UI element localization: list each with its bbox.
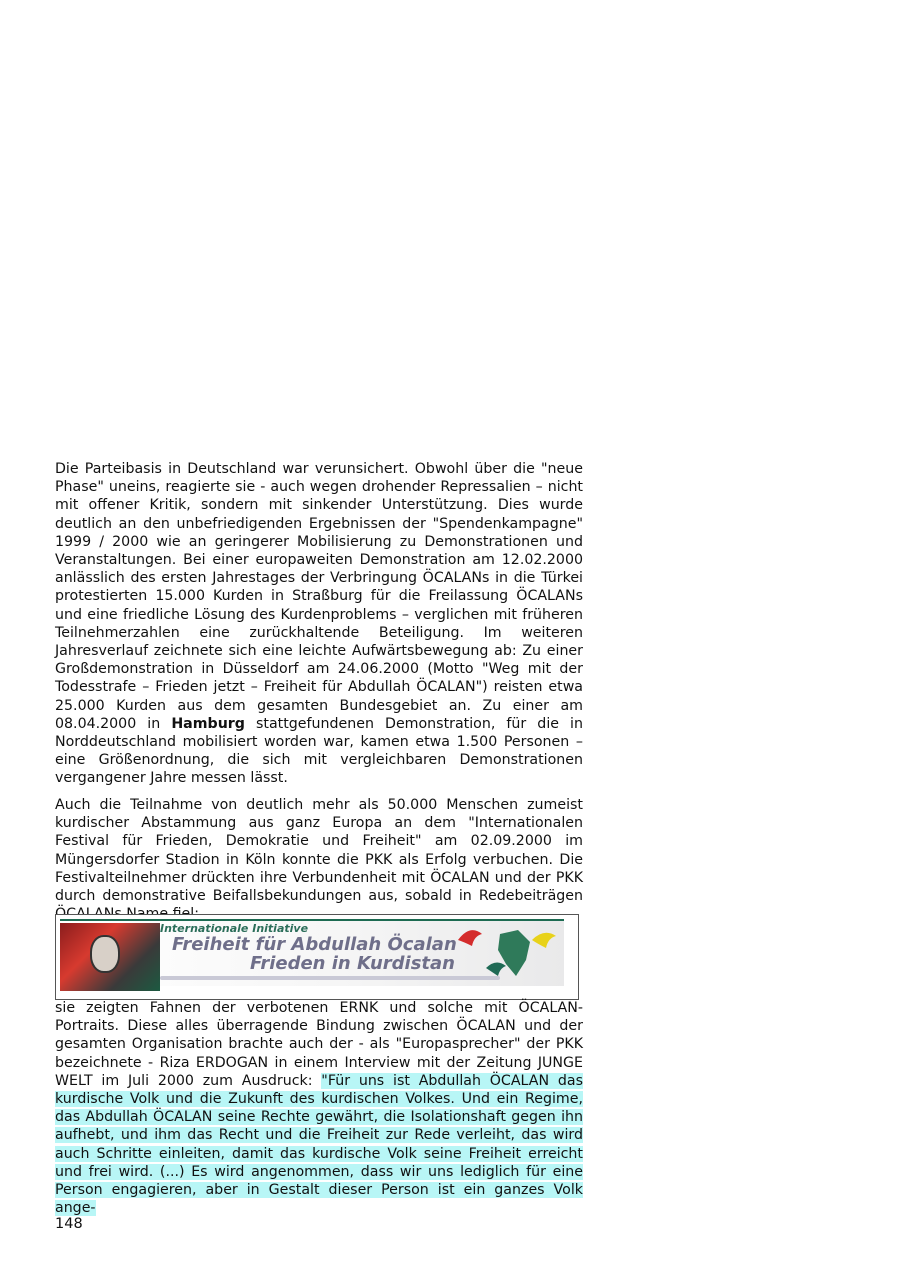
paragraph-2 bbox=[55, 796, 583, 923]
paragraph-1-text-a: Die Parteibasis in Deutschland war verunsichert. Obwohl über die "neue Phase" uneins, reagierte sie - auch wegen drohender Repressalien – nicht mit offener Kritik, sondern mit sinkender Unterstützung. Dies wurde deutlich an den unbefriedigenden Ergebnissen der "Spendenkampagne" 1999 / 2000 wie an geringerer Mobilisierung zu Demonstrationen und Veranstaltungen. Bei einer europaweiten Demonstration am 12.02.2000 anlässlich des ersten Jahrestages der Verbringung ÖCALANs in die Türkei protestierten 15.000 Kurden in Straßburg für die Freilassung ÖCALANs und eine friedliche Lösung des Kurdenproblems – verglichen mit früheren Teilnehmerzahlen eine zurückhaltende Beteiligung. Im weiteren Jahresverlauf zeichnete sich eine leichte Aufwärtsbewegung ab: Zu einer Großdemonstration in Düsseldorf am 24.06.2000 (Motto "Weg mit der Todesstrafe – Frieden jetzt – Freiheit für Abdullah ÖCALAN") reisten etwa 25.000 Kurden aus dem gesamten Bundesgebiet an. Zu einer am 08.04.2000 in bbox=[55, 461, 583, 732]
paragraph-2-text: Auch die Teilnahme von deutlich mehr als 50.000 Menschen zumeist kurdischer Abstammung aus ganz Europa an dem "Internationalen Festival für Frieden, Demokratie und Freiheit" am 02.09.2000 im Müngersdorfer Stadion in Köln konnte die PKK als Erfolg verbuchen. Die Festivalteilnehmer drückten ihre Verbundenheit mit ÖCALAN und der PKK durch demonstrative Beifallsbekundungen aus, sobald in Redebeiträgen bbox=[55, 797, 583, 905]
paragraph-1 bbox=[55, 460, 583, 788]
portrait-icon bbox=[90, 935, 120, 973]
paragraph-3 bbox=[55, 999, 583, 1217]
red-dove-icon bbox=[458, 930, 482, 946]
banner-background bbox=[60, 920, 564, 986]
map-shape-icon bbox=[498, 930, 530, 976]
paragraph-3-text: sie zeigten Fahnen der verbotenen ERNK und solche mit ÖCALAN-Portraits. Diese alles überragende Bindung zwischen ÖCALAN und der gesamten Organisation brachte auch der - als "Europasprecher" der PKK bezeichnete - Riza ERDOGAN in einem Interview mit der Zeitung JUNGE WELT im Juli 2000 zum Ausdruck: bbox=[55, 1000, 583, 1089]
paragraph-1-text-b: stattgefundenen Demonstration, für die in Norddeutschland mobilisiert worden war, kamen etwa 1.500 Personen – eine Größenordnung, die sich mit vergleichbaren Demonstrationen vergangener Jahre messen lässt. bbox=[55, 715, 583, 787]
campaign-banner-image bbox=[55, 914, 579, 1000]
highlighted-quote: "Für uns ist Abdullah ÖCALAN das kurdische Volk und die Zukunft des kurdischen Volkes. Und ein Regime, das Abdullah ÖCALAN seine Rechte gewährt, die Isolationshaft gegen ihn aufhebt, und ihm das Recht und die Freiheit zur Rede verleiht, das wird auch Schritte einleiten, damit das kurdische Volk seine Freiheit erreicht und frei wird. (...) Es wird angenommen, dass wir uns lediglich für eine Person engagieren, aber in Gestalt dieser Person ist ein ganzes Volk ange- bbox=[55, 1072, 583, 1217]
banner-line-2: Freiheit für Abdullah Öcalan bbox=[172, 934, 457, 955]
banner-line-3: Frieden in Kurdistan bbox=[250, 953, 455, 974]
doves-map-icon bbox=[448, 920, 566, 988]
banner-photo bbox=[60, 923, 160, 991]
banner-top-rule bbox=[60, 919, 564, 921]
hamburg-bold: Hamburg bbox=[171, 715, 245, 732]
banner-line-1: Internationale Initiative bbox=[160, 922, 309, 935]
green-dove-icon bbox=[486, 962, 506, 976]
page-number: 148 bbox=[55, 1216, 83, 1232]
yellow-dove-icon bbox=[532, 933, 556, 948]
